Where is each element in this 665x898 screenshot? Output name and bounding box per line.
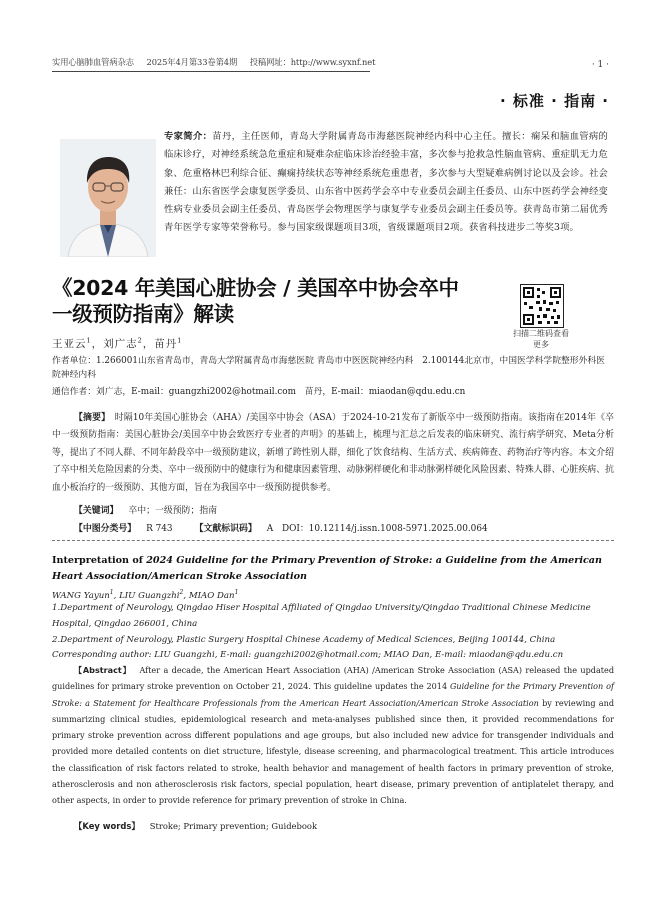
abstract-en <box>52 662 614 809</box>
author-sup: 2 <box>137 336 143 345</box>
author-en-3: , MIAO Dan <box>183 590 235 601</box>
expert-bio-label: 专家简介： <box>164 131 213 142</box>
expert-bio-text: 苗丹，主任医师，青岛大学附属青岛市海慈医院神经内科中心主任。擅长：痫呆和脑血管病的临床诊疗，对神经系统急危重症和疑难杂症临床诊治经验丰富，多次参与抢救急性脑血管病、重症肌无力危象、危重格林巴利综合征、癫痫持续状态等神经系统危重患者，多次参与大型疑难病例讨论以及会诊。社会兼任：山东省医学会康复医学委员、山东省中医药学会卒中专业委员会副主任委员、山东中医药学会神经变性病专业委员会副主任委员、青岛医学会物理医学与康复学专业委员会副主任委员等。获青岛市第二届优秀青年医学专家等荣誉称号。参与国家级课题项目3项，省级课题项目2项。获省科技进步二等奖3项。 <box>164 131 609 234</box>
qr-caption: 扫描二维码查看更多 <box>513 329 569 349</box>
corresponding-author-en: Corresponding author: LIU Guangzhi, E-mail: guangzhi2002@hotmail.com; MIAO Dan, E-mail: miaodan@qdu.edu.cn <box>52 650 564 660</box>
article-title-en <box>52 553 612 585</box>
title-en-italic: 2024 Guideline for the Primary Prevention of Stroke: a Guideline from the American Heart Association/American Stroke Association <box>52 555 602 582</box>
author-en-sup-2: 2 <box>179 589 184 596</box>
author-sup: 1 <box>86 336 92 345</box>
keywords-cn <box>52 503 217 516</box>
expert-portrait-image <box>60 139 156 257</box>
journal-issue: 2025年4月第33卷第4期 <box>146 57 238 67</box>
keywords-cn-label: 【关键词】 <box>74 506 119 516</box>
section-divider <box>52 540 614 541</box>
authors-cn: 王亚云$^1$，刘广志$^2$，苗丹$^1$ <box>52 336 183 350</box>
submit-url: 投稿网址：http://www.syxnf.net <box>249 57 376 67</box>
abstract-en-text-1: After a decade, the American Heart Association (AHA) /American Stroke Association (ASA) released the updated guidelines for primary stroke prevention on October 21, 2024. This guideline updates the 2014 <box>52 665 614 692</box>
abstract-cn-text: 时隔10年美国心脏协会（AHA）/美国卒中协会（ASA）于2024-10-21发布了新版卒中一级预防指南。该指南在2014年《卒中一级预防指南：美国心脏协会/美国卒中协会致医疗专业者的声明》的基础上，梳理与汇总之后发表的临床研究、流行病学研究、Meta分析等，提出了不同人群、不同年龄段卒中一级预防建议，新增了跨性别人群，细化了饮食结构、生活方式、疾病筛查、药物治疗等内容。本文介绍了卒中相关危险因素的分类、卒中一级预防中的健康行为和健康因素管理、动脉粥样硬化和非动脉粥样硬化风险因素、特殊人群、心脏疾病、抗血小板治疗的一级预防、其他方面，旨在为我国卒中一级预防提供参考。 <box>52 413 614 493</box>
keywords-cn-text: 卒中；一级预防；指南 <box>128 506 218 516</box>
classification-value: R 743 <box>146 524 173 534</box>
keywords-en-label: 【Key words】 <box>74 821 140 831</box>
page-number: · 1 · <box>591 60 609 70</box>
corresponding-author-cn: 通信作者：刘广志，E-mail：guangzhi2002@hotmail.com 苗丹，E-mail：miaodan@qdu.edu.cn <box>52 387 466 397</box>
journal-name: 实用心脑肺血管病杂志 <box>52 57 134 67</box>
keywords-en <box>52 820 317 832</box>
classification-label: 【中图分类号】 <box>74 524 137 534</box>
running-header <box>52 56 376 72</box>
expert-photo <box>60 139 156 257</box>
affiliation-en-1: 1.Department of Neurology, Qingdao Hiser Hospital Affiliated of Qingdao University/Qingdao Traditional Chinese Medicine Hospital, Qingdao 266001, China <box>52 603 591 629</box>
author-sup: 1 <box>177 336 183 345</box>
document-code-label: 【文献标识码】 <box>194 524 257 534</box>
classification-line <box>52 521 488 534</box>
abstract-en-italic: Guideline for the Primary Prevention of Stroke: a Statement for Healthcare Professionals from the American Heart Association/American Stroke Association <box>52 681 614 708</box>
author-en-2: , LIU Guangzhi <box>113 590 180 601</box>
author-en-1: WANG Yayun <box>52 590 110 601</box>
qr-code-icon <box>521 285 563 327</box>
author-en-sup-1: 1 <box>109 589 114 596</box>
author-name: 王亚云 <box>52 338 87 350</box>
expert-bio <box>164 128 608 238</box>
abstract-en-text-2: by reviewing and summarizing clinical studies, epidemiological research and meta-analyses published since then, it provided recommendations for primary stroke prevention across different populations and age groups, but also included new advice for transgender individuals and provided more detailed contents on diet structure, lifestyle, disease screening, and pharmacological treatment. This article introduces the classification of risk factors related to stroke, health behavior and management of health factors in primary prevention of stroke, atherosclerosis and non atherosclerosis risk factors, special population, heart disease, primary prevention of antiplatelet therapy, and other aspects, in order to provide reference for primary prevention of stroke in China. <box>52 697 614 806</box>
abstract-en-label: 【Abstract】 <box>74 665 132 675</box>
author-affiliation-cn: 作者单位：1.266001山东省青岛市，青岛大学附属青岛市海慈医院 青岛市中医医院神经内科 2.100144北京市，中国医学科学院整形外科医院神经内科 <box>52 356 605 380</box>
author-name: 刘广志 <box>103 338 138 350</box>
abstract-cn-label: 【摘要】 <box>74 413 106 423</box>
document-code-value: A DOI：10.12114/j.issn.1008-5971.2025.00.064 <box>266 524 488 534</box>
article-title-cn: 《2024 年美国心脏协会 / 美国卒中协会卒中一级预防指南》解读 <box>52 276 459 326</box>
affiliation-en-2: 2.Department of Neurology, Plastic Surgery Hospital Chinese Academy of Medical Sciences, Beijing 100144, China <box>52 635 556 645</box>
author-name: 苗丹 <box>154 338 178 350</box>
keywords-en-text: Stroke; Primary prevention; Guidebook <box>149 821 318 831</box>
author-en-sup-3: 1 <box>234 589 239 596</box>
abstract-cn <box>52 410 614 497</box>
qr-code[interactable] <box>520 284 564 328</box>
title-en-prefix: Interpretation of <box>52 555 147 566</box>
section-title: · 标准 · 指南 · <box>500 92 609 110</box>
